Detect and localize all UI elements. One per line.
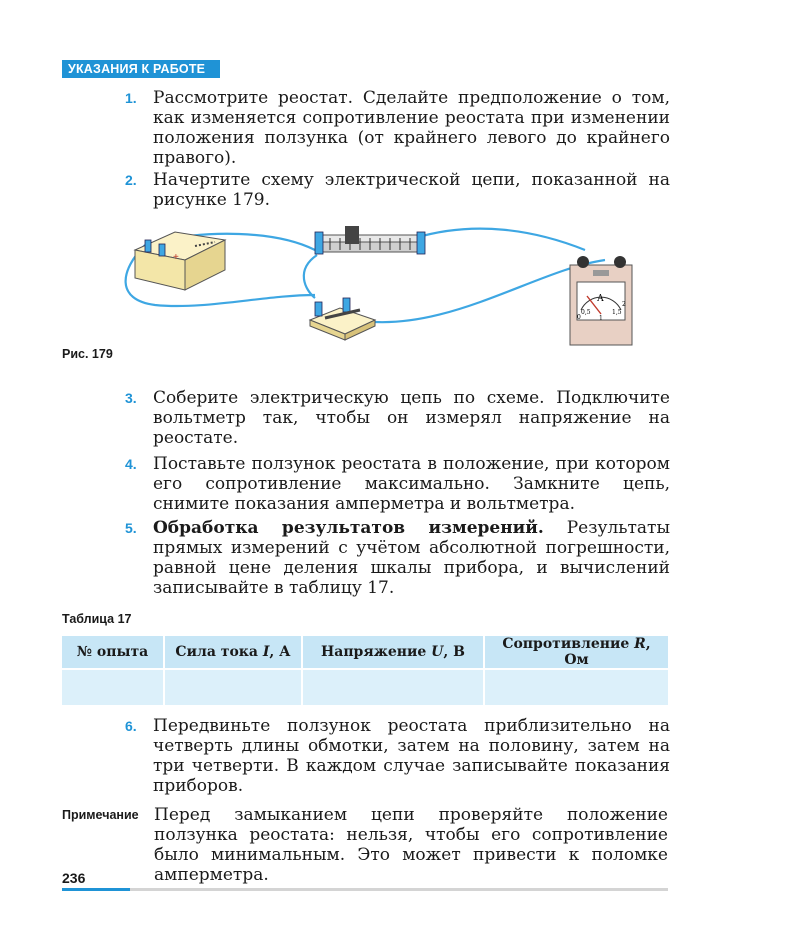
step-1 bbox=[125, 88, 670, 168]
step-text: Передвиньте ползунок реостата приблизительно на четверть длины обмотки, затем на половину, затем на три четверти. В каждом случае записывайте показания приборов. bbox=[153, 716, 670, 796]
ammeter-letter: А bbox=[597, 294, 604, 304]
step-number: 4. bbox=[125, 456, 137, 472]
step-text: Поставьте ползунок реостата в положение, при котором его сопротивление максимально. Замкните цепь, снимите показания амперметра и вольтметра. bbox=[153, 454, 670, 514]
wire bbox=[415, 229, 585, 250]
table-cell bbox=[62, 669, 164, 705]
table-header-row bbox=[62, 636, 668, 669]
step-number: 6. bbox=[125, 718, 137, 734]
page-number: 236 bbox=[62, 870, 86, 886]
ammeter-scale-label: 0 bbox=[577, 314, 581, 321]
step-text: Рассмотрите реостат. Сделайте предположение о том, как изменяется сопротивление реостата при изменении положения ползунка (от крайнего левого до крайнего правого). bbox=[153, 88, 670, 168]
step-3 bbox=[125, 388, 670, 448]
ammeter-scale-label: 0,5 bbox=[581, 309, 591, 316]
table-cell bbox=[302, 669, 484, 705]
step-number: 2. bbox=[125, 172, 137, 188]
step-body: Результаты прямых измерений с учётом абсолютной погрешности, равной цене деления шкалы прибора, и вычислений записывайте в таблицу 17. bbox=[153, 518, 670, 598]
step-text: Начертите схему электрической цепи, показанной на рисунке 179. bbox=[153, 170, 670, 210]
step-2 bbox=[125, 170, 670, 210]
column-header: Сопротивление R, Ом bbox=[484, 636, 668, 669]
section-banner: УКАЗАНИЯ К РАБОТЕ bbox=[62, 60, 220, 78]
switch-icon bbox=[310, 298, 375, 340]
table-row bbox=[62, 669, 668, 705]
wire bbox=[304, 255, 317, 298]
ammeter-icon bbox=[570, 256, 632, 345]
step-text bbox=[153, 518, 670, 598]
step-text: Соберите электрическую цепь по схеме. Подключите вольтметр так, чтобы он измерял напряжение на реостате. bbox=[153, 388, 670, 448]
step-5 bbox=[125, 518, 670, 598]
column-header: Сила тока I, А bbox=[164, 636, 302, 669]
column-header: Напряжение U, В bbox=[302, 636, 484, 669]
step-number: 3. bbox=[125, 390, 137, 406]
step-number: 5. bbox=[125, 520, 137, 536]
footer-rule bbox=[130, 888, 668, 891]
rheostat-icon bbox=[315, 226, 425, 254]
svg-text:+: + bbox=[173, 252, 179, 263]
ammeter-scale-label: 1 bbox=[599, 315, 603, 322]
power-supply-icon bbox=[135, 232, 225, 290]
note-text: Перед замыканием цепи проверяйте положение ползунка реостата: нельзя, чтобы его сопротивление было минимальным. Это может привести к поломке амперметра. bbox=[154, 805, 668, 885]
data-table bbox=[62, 636, 668, 705]
step-4 bbox=[125, 454, 670, 514]
step-6 bbox=[125, 716, 670, 796]
table-cell bbox=[484, 669, 668, 705]
column-header: № опыта bbox=[62, 636, 164, 669]
note-label: Примечание bbox=[62, 808, 139, 822]
step-bold-heading: Обработка результатов измерений. bbox=[153, 518, 544, 538]
footer-accent-bar bbox=[62, 888, 130, 891]
step-number: 1. bbox=[125, 90, 137, 106]
ammeter-scale-label: 1,5 bbox=[612, 309, 622, 316]
ammeter-scale-label: 2 bbox=[622, 301, 626, 308]
wire bbox=[355, 260, 605, 322]
figure-caption: Рис. 179 bbox=[62, 347, 113, 361]
table-cell bbox=[164, 669, 302, 705]
circuit-figure bbox=[115, 210, 655, 360]
table-caption: Таблица 17 bbox=[62, 612, 132, 626]
